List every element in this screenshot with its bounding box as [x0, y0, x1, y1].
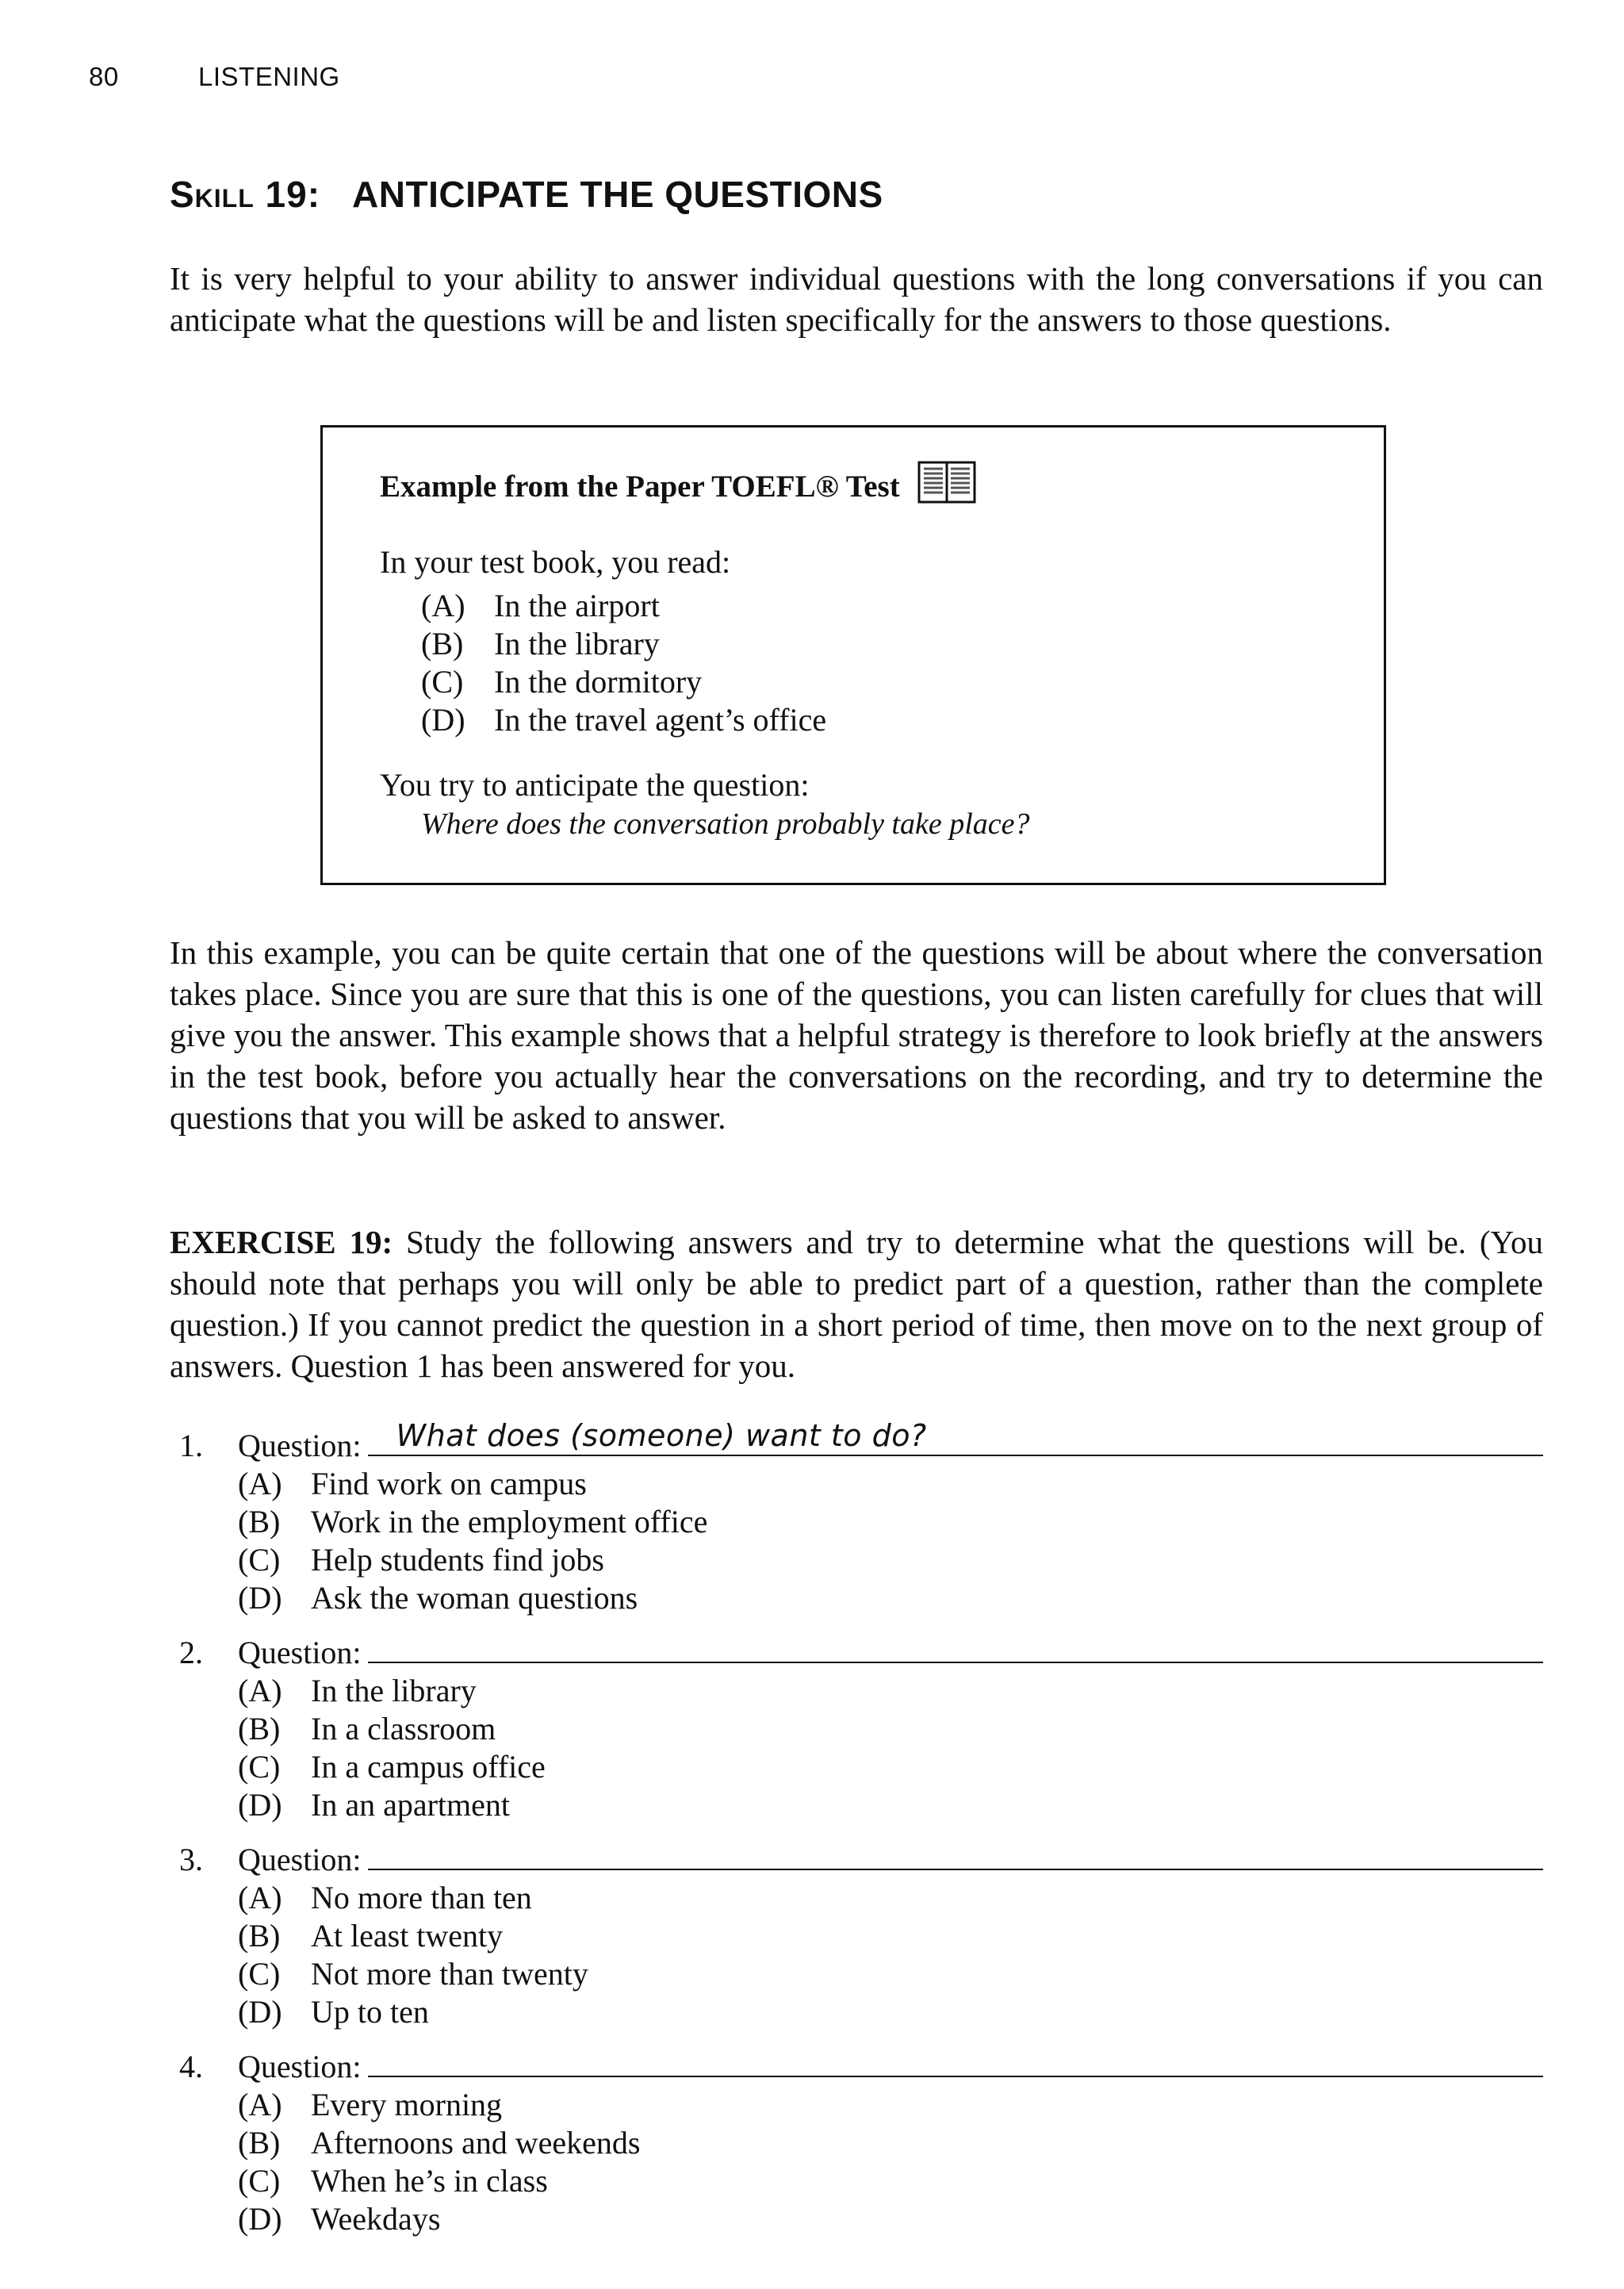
question-number: 4. [179, 2049, 203, 2084]
example-option [421, 587, 1352, 625]
answer-options [238, 1672, 1543, 1824]
answer-option [238, 1786, 1543, 1824]
option-letter: (D) [238, 1787, 282, 1823]
option-text: In the airport [494, 588, 660, 623]
question-item [179, 2047, 1543, 2238]
answer-option [238, 1955, 1543, 1993]
handwritten-answer: What does (someone) want to do? [396, 1418, 927, 1453]
skill-heading [170, 173, 883, 216]
exercise-text: Study the following answers and try to determine what the questions will be. (You should note that perhaps you will only be able to predict part of a question, rather than the complete question.) If you cannot predict the question in a short period of time, then move on to the next group of answers. Question 1 has been answered for you. [170, 1224, 1544, 1384]
question-number: 1. [179, 1428, 203, 1463]
answer-option [238, 1917, 1543, 1955]
answer-options [238, 1879, 1543, 2031]
skill-label: Skill 19: [170, 174, 321, 215]
question-prompt: Question: [238, 1635, 362, 1670]
option-text: Afternoons and weekends [311, 2125, 641, 2161]
option-text: Not more than twenty [311, 1956, 588, 1992]
question-prompt: Question: [238, 1428, 362, 1463]
answer-option [238, 1672, 1543, 1710]
page-number: 80 [89, 62, 119, 91]
example-try-text: You try to anticipate the question: [380, 767, 810, 803]
question-answer-line[interactable] [368, 2047, 1543, 2077]
question-item [179, 1633, 1543, 1824]
option-letter: (C) [238, 1542, 281, 1578]
answer-option [238, 2162, 1543, 2200]
book-icon [917, 459, 976, 513]
option-text: Ask the woman questions [311, 1580, 638, 1616]
option-letter: (A) [238, 2087, 282, 2122]
option-text: Help students find jobs [311, 1542, 604, 1578]
answer-options [238, 1465, 1543, 1617]
option-letter: (A) [421, 588, 465, 623]
question-number: 2. [179, 1635, 203, 1670]
question-answer-line[interactable] [368, 1418, 1543, 1456]
question-number: 3. [179, 1842, 203, 1877]
question-answer-line[interactable] [368, 1633, 1543, 1663]
option-text: In a classroom [311, 1711, 496, 1746]
intro-paragraph: It is very helpful to your ability to answer individual questions with the long conversations if you can anticipate what the questions will be and listen specifically for the answers to those questions. [170, 260, 1543, 338]
answer-option [238, 2200, 1543, 2238]
option-text: In the library [311, 1673, 477, 1708]
option-letter: (D) [238, 1580, 282, 1616]
answer-option [238, 2086, 1543, 2124]
option-text: Every morning [311, 2087, 503, 2122]
option-letter: (C) [421, 664, 464, 700]
option-letter: (C) [238, 1749, 281, 1785]
question-item [179, 1418, 1543, 1617]
option-letter: (B) [238, 2125, 281, 2161]
answer-option [238, 1748, 1543, 1786]
example-header [380, 459, 1352, 513]
skill-title: ANTICIPATE THE QUESTIONS [352, 174, 883, 215]
answer-option [238, 1993, 1543, 2031]
option-text: Up to ten [311, 1994, 429, 2030]
answer-option [238, 1503, 1543, 1541]
answer-options [238, 2086, 1543, 2238]
option-text: In the library [494, 626, 660, 661]
option-letter: (D) [238, 2201, 282, 2237]
answer-option [238, 1579, 1543, 1617]
option-letter: (B) [421, 626, 464, 661]
question-item [179, 1840, 1543, 2031]
example-option [421, 663, 1352, 701]
section-title: LISTENING [198, 62, 340, 91]
option-text: When he’s in class [311, 2163, 548, 2199]
answer-option [238, 1465, 1543, 1503]
option-text: In the travel agent’s office [494, 702, 827, 738]
question-prompt: Question: [238, 2049, 362, 2084]
option-letter: (D) [238, 1994, 282, 2030]
example-options [421, 587, 1352, 739]
explanation-paragraph: In this example, you can be quite certain that one of the questions will be about where the conversation takes place. Since you are sure that this is one of the questions, you can listen carefully for clues that will give you the answer. This example shows that a helpful strategy is therefore to look briefly at the answers in the test book, before you actually hear the conversations on the recording, and try to determine the questions that you will be asked to answer. [170, 934, 1543, 1136]
option-text: No more than ten [311, 1880, 532, 1915]
option-text: Work in the employment office [311, 1504, 708, 1539]
running-header [89, 62, 340, 92]
option-text: At least twenty [311, 1918, 504, 1954]
exercise-label: EXERCISE 19: [170, 1224, 393, 1260]
option-letter: (B) [238, 1918, 281, 1954]
example-title: Example from the Paper TOEFL® Test [380, 469, 900, 504]
answer-option [238, 2124, 1543, 2162]
question-answer-line[interactable] [368, 1840, 1543, 1870]
option-text: In an apartment [311, 1787, 510, 1823]
answer-option [238, 1541, 1543, 1579]
option-letter: (A) [238, 1673, 282, 1708]
option-letter: (B) [238, 1504, 281, 1539]
option-letter: (C) [238, 1956, 281, 1992]
answer-option [238, 1879, 1543, 1917]
question-prompt: Question: [238, 1842, 362, 1877]
example-box [320, 425, 1386, 885]
option-letter: (C) [238, 2163, 281, 2199]
option-text: In a campus office [311, 1749, 546, 1785]
question-list [179, 1418, 1543, 2254]
example-option [421, 701, 1352, 739]
option-letter: (B) [238, 1711, 281, 1746]
answer-option [238, 1710, 1543, 1748]
option-text: Find work on campus [311, 1466, 587, 1501]
example-intro: In your test book, you read: [380, 544, 731, 580]
exercise-instructions [170, 1221, 1543, 1386]
option-letter: (D) [421, 702, 465, 738]
option-letter: (A) [238, 1466, 282, 1501]
example-option [421, 625, 1352, 663]
option-text: Weekdays [311, 2201, 441, 2237]
option-letter: (A) [238, 1880, 282, 1915]
example-question: Where does the conversation probably take place? [421, 807, 1030, 841]
option-text: In the dormitory [494, 664, 703, 700]
